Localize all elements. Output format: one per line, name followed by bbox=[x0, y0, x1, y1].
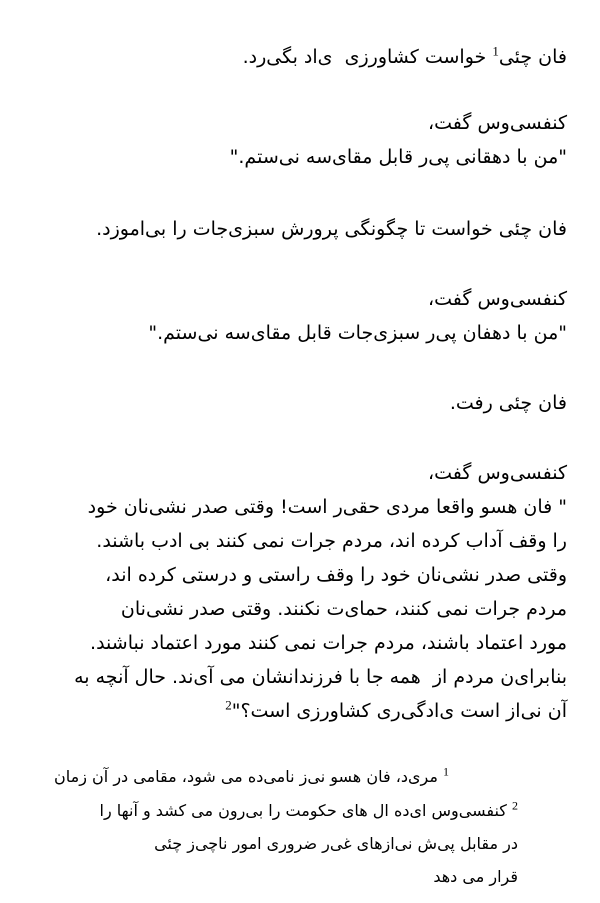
footnote-line: در مقابل پی‌ش نی‌ازهای غی‌ر ضروری امور ناچی‌ز چئی bbox=[154, 834, 518, 853]
footnote-ref-1: 1 bbox=[492, 43, 499, 59]
text-line: کنفسی‌وس گفت، bbox=[427, 112, 567, 134]
text-line: فان چئی خواست تا چگونگی پرورش سبزی‌جات را بی‌اموزد. bbox=[96, 218, 567, 240]
text-line: وقتی صدر نشی‌نان خود را وقف راستی و درستی کرده اند، bbox=[105, 564, 567, 586]
footnote-marker-1: 1 bbox=[443, 764, 449, 779]
paragraph-confucius-commentary bbox=[74, 456, 567, 728]
text-line: فان چئی رفت. bbox=[449, 392, 567, 414]
footnote-marker-2: 2 bbox=[512, 798, 518, 813]
text-line: کنفسی‌وس گفت، bbox=[427, 288, 567, 310]
text-line bbox=[74, 694, 567, 728]
line-text: خواست کشاورزی ی‌اد بگی‌رد. bbox=[242, 46, 493, 68]
footnote-ref-2: 2 bbox=[225, 697, 232, 713]
paragraph-fan-chi-left bbox=[450, 386, 567, 420]
footnote-2 bbox=[100, 794, 519, 893]
line-text: فان چئی bbox=[498, 46, 567, 68]
text-line bbox=[243, 40, 567, 74]
paragraph-confucius-reply-1 bbox=[230, 106, 567, 174]
footnote-text: کنفسی‌وس ای‌ده ال های حکومت را بی‌رون می کشد و آنها را bbox=[99, 801, 512, 820]
text-line: " فان هسو واقعا مردی حقی‌ر است! وقتی صدر نشی‌نان خود bbox=[87, 496, 567, 518]
text-line: "من با دهفان پی‌ر سبزی‌جات قابل مقای‌سه نی‌ستم." bbox=[148, 322, 567, 344]
paragraph-fan-chi-request-2 bbox=[96, 212, 567, 246]
footnote-line: قرار می دهد bbox=[433, 867, 518, 886]
paragraph-confucius-reply-2 bbox=[148, 282, 567, 350]
footnote-text: مری‌د، فان هسو نی‌ز نامی‌ده می شود، مقامی در آن زمان bbox=[54, 767, 443, 786]
footnote-line bbox=[100, 794, 519, 827]
text-line: مورد اعتماد باشند، مردم جرات نمی کنند مورد اعتماد نباشند. bbox=[90, 632, 567, 654]
text-line: مردم جرات نمی کنند، حمای‌ت نکنند. وقتی صدر نشی‌نان bbox=[120, 598, 567, 620]
line-text: آن نی‌از است ی‌ادگی‌ری کشاورزی است؟" bbox=[231, 700, 567, 722]
text-line: "من با دهقانی پی‌ر قابل مقای‌سه نی‌ستم." bbox=[229, 146, 567, 168]
text-line: کنفسی‌وس گفت، bbox=[427, 462, 567, 484]
paragraph-fan-chi-request bbox=[243, 40, 567, 74]
text-line: را وقف آداب کرده اند، مردم جرات نمی کنند بی ادب باشند. bbox=[96, 530, 567, 552]
text-line: بنابرای‌ن مردم از همه جا با فرزندانشان می آی‌ند. حال آنچه به bbox=[74, 666, 567, 688]
footnote-1 bbox=[54, 760, 449, 793]
footnote-line bbox=[54, 760, 449, 793]
